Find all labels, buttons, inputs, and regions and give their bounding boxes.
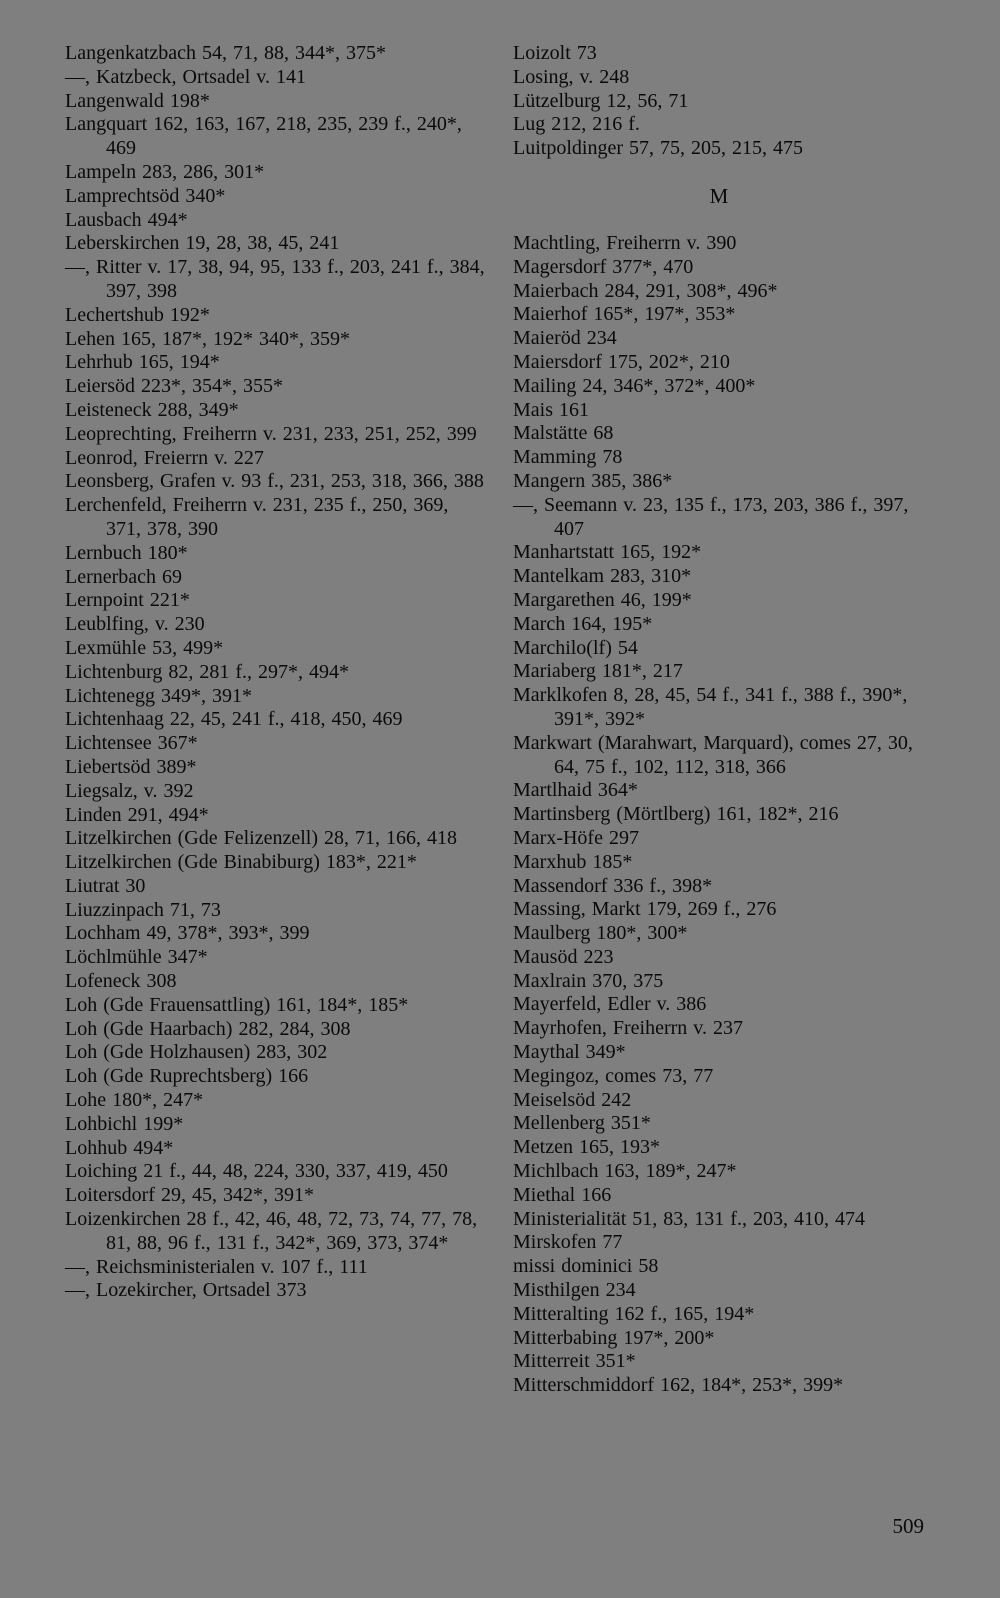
index-entry: Maxlrain 370, 375 (513, 969, 664, 992)
index-entry: Loiching 21 f., 44, 48, 224, 330, 337, 419, 450 (65, 1160, 448, 1183)
index-entry: Marklkofen 8, 28, 45, 54 f., 341 f., 388 f., 390*, 391*, 392* (513, 684, 908, 730)
index-entry: —, Katzbeck, Ortsadel v. 141 (65, 65, 306, 88)
index-entry: Luitpoldinger 57, 75, 205, 215, 475 (513, 137, 803, 160)
index-entry: Liuzzinpach 71, 73 (65, 898, 221, 921)
index-entry: Lichtensee 367* (65, 732, 198, 755)
index-entry: Lützelburg 12, 56, 71 (513, 89, 689, 112)
index-entry: missi dominici 58 (513, 1255, 659, 1278)
index-entry: Lampeln 283, 286, 301* (65, 160, 265, 183)
index-entry: Michlbach 163, 189*, 247* (513, 1160, 737, 1183)
index-entry: Mailing 24, 346*, 372*, 400* (513, 374, 756, 397)
index-entry: Lug 212, 216 f. (513, 113, 640, 136)
index-entry: Mamming 78 (513, 446, 623, 469)
index-entry: Mitterschmiddorf 162, 184*, 253*, 399* (513, 1374, 844, 1397)
index-entry: Leonrod, Freierrn v. 227 (65, 446, 264, 469)
index-entry: Mausöd 223 (513, 945, 614, 968)
index-entry: Mantelkam 283, 310* (513, 565, 692, 588)
index-entry: Mayrhofen, Freiherrn v. 237 (513, 1017, 743, 1040)
index-entry: Mangern 385, 386* (513, 469, 673, 492)
index-entry: Loh (Gde Haarbach) 282, 284, 308 (65, 1017, 351, 1040)
index-entry: Litzelkirchen (Gde Binabiburg) 183*, 221* (65, 851, 417, 874)
index-entry: Loh (Gde Frauensattling) 161, 184*, 185* (65, 993, 409, 1016)
index-entry: Massing, Markt 179, 269 f., 276 (513, 898, 777, 921)
index-entry: Linden 291, 494* (65, 803, 209, 826)
index-entry: Leoprechting, Freiherrn v. 231, 233, 251, 252, 399 (65, 422, 477, 445)
index-entry: Maieröd 234 (513, 327, 617, 350)
index-entry: Lernerbach 69 (65, 565, 183, 588)
index-entry: Losing, v. 248 (513, 65, 630, 88)
index-entry: Litzelkirchen (Gde Felizenzell) 28, 71, 166, 418 (65, 827, 457, 850)
index-entry: Mirskofen 77 (513, 1231, 623, 1254)
section-heading-m: M (709, 183, 729, 208)
index-entry: Malstätte 68 (513, 422, 614, 445)
index-entry: Metzen 165, 193* (513, 1136, 660, 1159)
index-entry: Mitterreit 351* (513, 1350, 636, 1373)
index-entry: March 164, 195* (513, 612, 653, 635)
index-entry: Mitterbabing 197*, 200* (513, 1326, 715, 1349)
index-entry: Leisteneck 288, 349* (65, 398, 239, 421)
index-entry: —, Seemann v. 23, 135 f., 173, 203, 386 f., 397, 407 (513, 493, 909, 540)
index-entry: Lohe 180*, 247* (65, 1089, 204, 1112)
index-entry: Martinsberg (Mörtlberg) 161, 182*, 216 (513, 803, 839, 826)
index-entry: Loh (Gde Ruprechtsberg) 166 (65, 1065, 309, 1088)
left-index-column (65, 42, 485, 1303)
index-entry: Leublfing, v. 230 (65, 613, 205, 636)
index-entry: Liebertsöd 389* (65, 755, 197, 778)
index-entry: —, Reichsministerialen v. 107 f., 111 (65, 1255, 368, 1278)
index-entry: Loitersdorf 29, 45, 342*, 391* (65, 1184, 314, 1207)
index-entry: Lernpoint 221* (65, 589, 190, 612)
right-column-bottom-entries (513, 232, 925, 1398)
index-entry: Lichtenhaag 22, 45, 241 f., 418, 450, 469 (65, 708, 403, 731)
index-entry: Leiersöd 223*, 354*, 355* (65, 375, 283, 398)
index-entry: Marx-Höfe 297 (513, 826, 639, 849)
right-column-top-entries (513, 42, 925, 161)
index-entry: Megingoz, comes 73, 77 (513, 1064, 714, 1087)
index-entry: Leberskirchen 19, 28, 38, 45, 241 (65, 232, 340, 255)
index-entry: Mais 161 (513, 398, 589, 421)
index-entry: Martlhaid 364* (513, 779, 638, 802)
index-entry: Misthilgen 234 (513, 1279, 636, 1302)
index-entry: Magersdorf 377*, 470 (513, 255, 694, 278)
index-entry: Lerchenfeld, Freiherrn v. 231, 235 f., 250, 369, 371, 378, 390 (65, 494, 449, 540)
index-entry: Lofeneck 308 (65, 970, 177, 993)
index-entry: Maierbach 284, 291, 308*, 496* (513, 279, 778, 302)
page-number: 509 (892, 1514, 924, 1538)
index-entry: Marchilo(lf) 54 (513, 636, 638, 659)
index-entry: Maierhof 165*, 197*, 353* (513, 303, 736, 326)
index-entry: Langenkatzbach 54, 71, 88, 344*, 375* (65, 42, 387, 64)
index-entry: Lohbichl 199* (65, 1112, 184, 1135)
index-entry: —, Ritter v. 17, 38, 94, 95, 133 f., 203, 241 f., 384, 397, 398 (65, 256, 485, 302)
index-entry: Lamprechtsöd 340* (65, 184, 226, 207)
index-entry: Marxhub 185* (513, 850, 633, 873)
index-entry: Loizenkirchen 28 f., 42, 46, 48, 72, 73, 74, 77, 78, 81, 88, 96 f., 131 f., 342*, 369, 373, 374* (65, 1208, 478, 1254)
index-entry: Miethal 166 (513, 1183, 612, 1206)
index-entry: —, Lozekircher, Ortsadel 373 (65, 1279, 307, 1302)
index-entry: Massendorf 336 f., 398* (513, 874, 713, 897)
index-entry: Lichtenburg 82, 281 f., 297*, 494* (65, 660, 350, 683)
index-entry: Leonsberg, Grafen v. 93 f., 231, 253, 318, 366, 388 (65, 470, 484, 493)
index-entry: Maulberg 180*, 300* (513, 922, 688, 945)
index-entry: Lichtenegg 349*, 391* (65, 684, 252, 707)
index-entry: Ministerialität 51, 83, 131 f., 203, 410, 474 (513, 1207, 865, 1230)
index-entry: Mariaberg 181*, 217 (513, 660, 683, 683)
index-entry: Lernbuch 180* (65, 541, 188, 564)
index-entry: Machtling, Freiherrn v. 390 (513, 231, 737, 254)
index-entry: Lausbach 494* (65, 208, 188, 231)
index-entry: Maythal 349* (513, 1041, 626, 1064)
index-entry: Lexmühle 53, 499* (65, 636, 224, 659)
index-entry: Lechertshub 192* (65, 303, 210, 326)
index-entry: Meiselsöd 242 (513, 1088, 632, 1111)
index-entry: Margarethen 46, 199* (513, 588, 692, 611)
index-entry: Liegsalz, v. 392 (65, 779, 194, 802)
index-entry: Lehen 165, 187*, 192* 340*, 359* (65, 327, 350, 350)
index-entry: Langquart 162, 163, 167, 218, 235, 239 f., 240*, 469 (65, 113, 462, 160)
index-entry: Lohhub 494* (65, 1136, 174, 1159)
index-entry: Maiersdorf 175, 202*, 210 (513, 350, 730, 373)
index-entry: Loizolt 73 (513, 42, 597, 64)
index-entry: Mayerfeld, Edler v. 386 (513, 993, 707, 1016)
index-entry: Langenwald 198* (65, 89, 210, 112)
index-entry: Loh (Gde Holzhausen) 283, 302 (65, 1041, 328, 1064)
index-entry: Lehrhub 165, 194* (65, 351, 220, 374)
index-entry: Manhartstatt 165, 192* (513, 541, 702, 564)
index-entry: Mitteralting 162 f., 165, 194* (513, 1302, 755, 1325)
index-entry: Markwart (Marahwart, Marquard), comes 27, 30, 64, 75 f., 102, 112, 318, 366 (513, 731, 913, 778)
index-entry: Liutrat 30 (65, 874, 146, 897)
index-entry: Löchlmühle 347* (65, 946, 208, 969)
index-entry: Mellenberg 351* (513, 1112, 651, 1135)
index-entry: Lochham 49, 378*, 393*, 399 (65, 922, 310, 945)
right-index-column (513, 42, 925, 1398)
